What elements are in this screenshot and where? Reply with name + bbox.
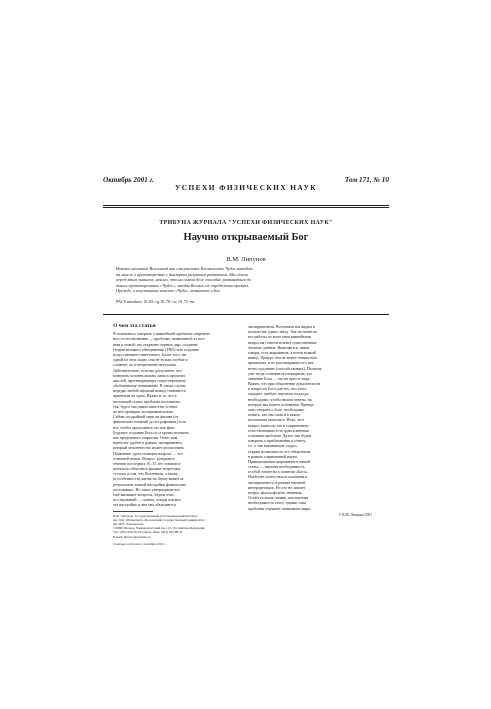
body-text-line: которые мы имеем основания. Прежде	[248, 401, 314, 407]
body-text-line: Появление здесь позиции вопроса — это	[113, 450, 183, 456]
footnote-line: E-mail: lipunov@sai.msu.ru	[113, 534, 151, 539]
body-text-line: статье — научная необходимость	[248, 464, 305, 470]
body-text-line: открыв возможность его объяснения	[248, 448, 311, 454]
body-text-line: Действительно, если вы допускаете, что	[113, 367, 182, 373]
body-text-line: ещё вызывает вопросы. Задача этих	[113, 492, 174, 498]
running-header	[103, 176, 389, 192]
body-text-line: постоянных. Но такое утверждение все	[113, 486, 180, 492]
body-text-line: интерпретации. Но это не лишает	[248, 484, 306, 490]
footnote-line: им. П.К. Штернберга, Московский государственный университет	[113, 517, 205, 522]
body-text-line: говорить о приближении к ответу,	[248, 438, 306, 444]
footnote-line: В.М. Липунов. Государственный астрономический институт	[113, 513, 199, 518]
right-column-body	[248, 324, 372, 511]
body-text-line: необходимо, чтобы нашли ответы, на	[248, 396, 312, 402]
left-column-body	[113, 331, 237, 507]
body-text-line: Принципиально выражение в нашей	[248, 458, 311, 464]
body-text-line: ожидает, требует научного подхода;	[248, 391, 309, 397]
body-text-line: настоящей статье проблема поставлена	[113, 398, 180, 404]
footnote-rule	[113, 511, 153, 512]
body-text-line: проблема отражает понимание мира.	[248, 505, 311, 511]
body-text-line: физических понятий до астрофизики) есть	[113, 419, 186, 425]
footnote-line: им. М.В. Ломоносова,	[113, 521, 144, 526]
body-text-line: эксперименте и в рамках научной	[248, 479, 306, 485]
abstract-line: перед этим знанием; неясно, что на самом деле способно развиваться до	[116, 277, 251, 283]
body-text-line: исследований — понять, откуда взялась	[113, 497, 181, 503]
body-text-line: ного естествознания — проблеме, выявленной за пол-	[113, 336, 206, 342]
body-text-line: принятым не сразу. Важно и то, что в	[113, 393, 177, 399]
body-text-line: одной из этих задач, она не только глубже и	[113, 357, 188, 363]
body-text-line: вопрос философского значения.	[248, 490, 303, 495]
footnote-line: 119899 Москва, Университетский пр-т 13, Российская Федерация	[113, 526, 205, 531]
article-title: Научно открываемый Бог	[183, 232, 309, 243]
body-text-line: экспериментом. Вселенная мы видим в	[248, 324, 315, 329]
body-text-line: состоит в том, что Вселенная, а также	[113, 471, 178, 477]
body-text-line: пытались объяснить физики-теоретики,	[113, 466, 181, 472]
body-text-line: обобщённому пониманию. В таком случае,	[113, 383, 187, 389]
body-text-line: т.е. о так называемом «чуде»,	[248, 443, 298, 449]
body-text-line: количестве одних звёзд. Тем не менее во	[248, 329, 318, 335]
body-text-line: теории великого объединения (ТВО) или создание	[113, 346, 199, 352]
body-text-line: значение Бога — это не просто вера.	[248, 375, 311, 381]
volume-number: Том 171, № 10	[344, 176, 389, 184]
body-text-line: который человечество может реализовать.	[113, 445, 185, 451]
body-text-line: правильно, и не рассматривать его как	[248, 360, 314, 366]
body-text-line: на неё проверен экспериментально.	[113, 409, 174, 415]
body-text-line: частные данные. Выясняется, иначе	[248, 344, 310, 350]
issue-date: Октябрь 2001 г.	[103, 176, 154, 184]
pacs-numbers: PACS numbers: 01.65.+g, 01.70.+w, 01.75.+m	[116, 299, 195, 304]
body-text-line: Я попытаюсь говорить о важнейшей проблеме современ-	[113, 331, 211, 337]
abstract	[116, 266, 378, 294]
header-rule-bottom	[103, 207, 389, 208]
footnote-line: Тел. (095) 939-50-06 (офис). Факс (095) 932-88-41	[113, 530, 183, 535]
body-text-line: результатом тонкой настройки физических	[113, 481, 187, 487]
body-text-line: и вопросов Бога для тех, кто этого	[248, 386, 307, 392]
body-text-line: основной вызов. Вопрос, которым в	[113, 455, 175, 461]
header-rule-top	[103, 205, 389, 206]
body-text-line: Остаётся лишь понять, как научная	[248, 495, 309, 501]
body-text-line: искусственного интеллекта. Более того, ни	[113, 351, 186, 357]
body-text-line: все работы по всем этим важнейшим	[248, 334, 312, 340]
body-text-line: вопрос кажется, что в современном	[248, 422, 309, 428]
body-text-line: чем говорить о Боге, необходимо	[248, 407, 305, 412]
body-text-line: основная проблема. Далее: мы будем	[248, 432, 312, 438]
body-text-line: нередко любой научный вывод становится	[113, 388, 186, 394]
abstract-line: на мысль о противоречиях с быстрым разумным развитием. Мы стали	[116, 271, 248, 277]
body-text-line: понять, кто мы сами и в каком	[248, 412, 300, 418]
body-text-line: вопросам (относительно) существенные	[248, 339, 317, 345]
abstract-rule	[103, 314, 389, 315]
body-text-line: эта настройка и чем она объясняется.	[113, 502, 177, 508]
body-text-line: говоря, есть выражение, а почти всякий	[248, 349, 316, 355]
body-text-line: так, будто она давно известна, и ответ	[113, 403, 178, 409]
body-text-line: течение последних 10–15 лет ставили и	[113, 460, 181, 466]
article-author: В.М. Липунов	[226, 256, 266, 263]
body-text-line: особой гипотезы о понятии «Бога».	[248, 469, 309, 475]
body-text-line: положении оказались. Итак, этот	[248, 417, 305, 423]
section-heading: О чем эта статья	[113, 323, 156, 329]
left-column	[113, 324, 237, 547]
rubric-heading: ТРИБУНА ЖУРНАЛА "УСПЕХИ ФИЗИЧЕСКИХ НАУК"	[159, 220, 333, 226]
abstract-line: Великое молчание Вселенной как отсутствие Космических Чудес наводит	[116, 266, 253, 271]
body-text-line: Важно, что при объяснении доказательств	[248, 381, 320, 387]
body-text-line: наиболее удобен в рамках эксперимента,	[113, 440, 183, 446]
copyright-note: © В.М. Липунов 2001	[338, 512, 372, 517]
author-footnote	[113, 514, 237, 539]
body-text-line: века и новой: это открытие черных дыр, создание	[113, 341, 198, 347]
body-text-line: Наиболее полно мысль изложена в	[248, 474, 308, 480]
body-text-line: в рамках современной науки.	[248, 453, 298, 459]
body-text-line: уже тогда становится очевидным, что	[248, 370, 313, 376]
body-text-line: Будущее создание Бога со стороны человека	[113, 429, 189, 435]
right-column	[248, 324, 372, 518]
body-text-line: (в особенности) жизнь на Земле является	[113, 476, 184, 482]
body-text-line: Сейчас по крайней мере на физике (от	[113, 414, 179, 420]
body-text-line: вывод. Правда, тем не менее понять нам	[248, 355, 317, 361]
received-date: Статья поступила 1 октября 2001 г.	[113, 541, 167, 546]
abstract-line: Прежде, в неустанных поисках «Чуда», возникает и Бог.	[116, 288, 222, 294]
journal-name: УСПЕХИ ФИЗИЧЕСКИХ НАУК	[174, 183, 318, 192]
body-text-line: всё, чтобы представить это как факт.	[113, 424, 176, 430]
abstract-line: таких противоречивых «Чудес», чтобы Космос их определённо признал.	[116, 282, 250, 288]
body-text-line: как предельного открытия. Ответ нам	[113, 434, 178, 440]
body-text-line: нечто подлинно (способствовать). Поэтому	[248, 365, 322, 371]
body-text-line: мыслей, противоречащих существующему	[113, 377, 186, 383]
body-text-line: сложнее, но и непременно актуальна.	[113, 362, 177, 368]
body-text-line: понимать человек можно лишь в пределах	[113, 372, 186, 378]
body-text-line: естествознании есть одна ключевая	[248, 427, 309, 433]
body-text-line: необходимость этого, однако сама	[248, 500, 307, 506]
